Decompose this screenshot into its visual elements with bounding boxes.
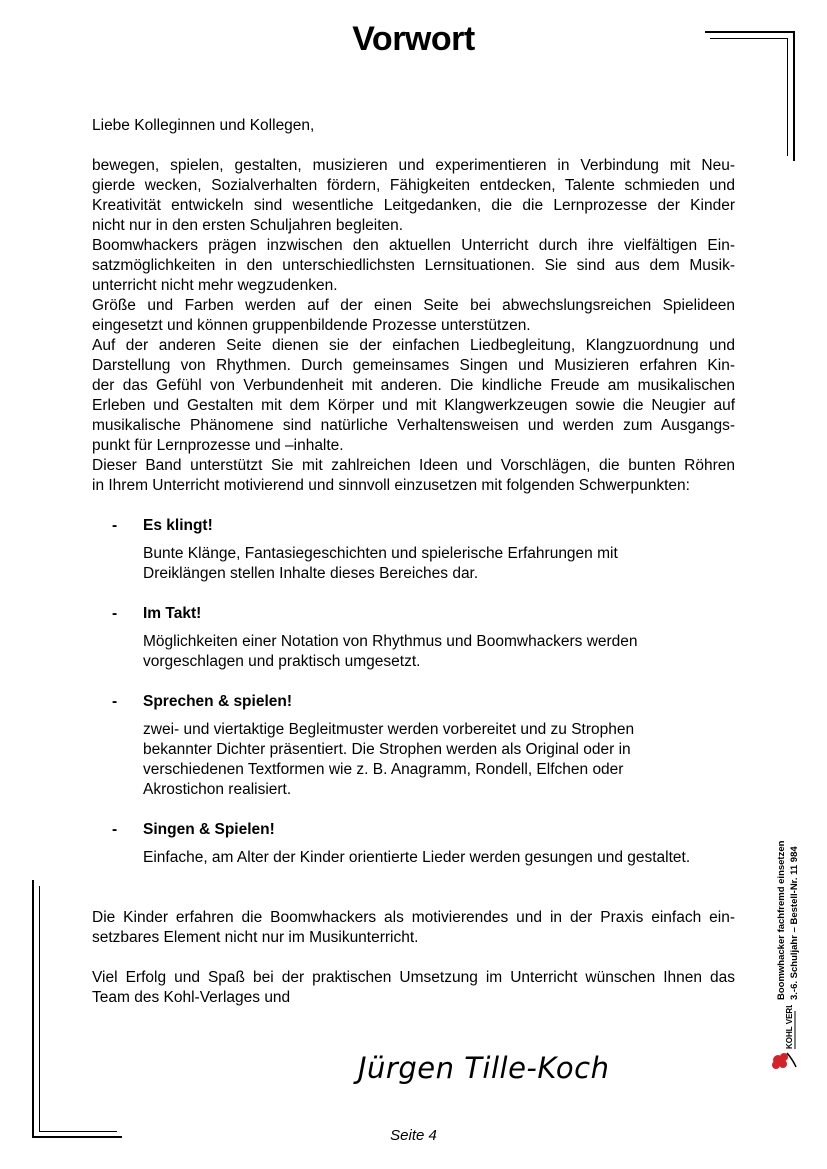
list-item-description xyxy=(143,544,735,584)
paragraph-line: eingesetzt und können gruppenbildende Prozesse unterstützen. xyxy=(92,317,531,334)
list-bullet: - xyxy=(112,821,118,838)
paragraph-line: bewegen, spielen, gestalten, musizieren und experimentieren in Verbindung mit Neu- xyxy=(92,157,735,174)
list-item-description xyxy=(143,720,735,800)
frame-bottom-left-v2 xyxy=(39,886,40,1132)
frame-bottom-left-v1 xyxy=(32,880,34,1138)
paragraph-line: in Ihrem Unterricht motivierend und sinnvoll einzusetzen mit folgenden Schwerpunkten: xyxy=(92,477,690,494)
closing-line: setzbares Element nicht nur im Musikunterricht. xyxy=(92,929,419,946)
list-item-line: Bunte Klänge, Fantasiegeschichten und spielerische Erfahrungen mit xyxy=(143,545,618,562)
paragraph-line: der das Gefühl von Verbundenheit mit anderen. Die kindliche Freude am musikalischen xyxy=(92,377,735,394)
list-item-line: verschiedenen Textformen wie z. B. Anagramm, Rondell, Elfchen oder xyxy=(143,761,624,778)
paragraph-line: punkt für Lernprozesse und –inhalte. xyxy=(92,437,344,454)
logo-text: KOHL VERLAG xyxy=(785,1005,794,1049)
closing-paragraphs xyxy=(92,908,735,1008)
paragraph-line: Kreativität entwickeln sind wesentliche Leitgedanken, die die Lernprozesse der Kinder xyxy=(92,197,735,214)
page-number: Seite 4 xyxy=(390,1127,437,1144)
list-item-description xyxy=(143,848,735,868)
paragraph-line: gierde wecken, Sozialverhalten fördern, Fähigkeiten entdecken, Talente schmieden und xyxy=(92,177,735,194)
frame-top-right-v2 xyxy=(787,38,788,156)
list-item-description xyxy=(143,632,735,672)
frame-bottom-left-h2 xyxy=(39,1131,117,1132)
kohl-logo-icon xyxy=(768,1005,800,1071)
closing-line: Die Kinder erfahren die Boomwhackers als motivierendes und in der Praxis einfach ein- xyxy=(92,909,735,926)
intro-paragraphs xyxy=(92,156,735,496)
side-label-title: Boomwhacker fachfremd einsetzen xyxy=(776,840,787,1000)
paragraph-line: satzmöglichkeiten in den unterschiedlichsten Lernsituationen. Sie sind aus dem Musik- xyxy=(92,257,735,274)
list-item-title: Im Takt! xyxy=(143,605,202,622)
paragraph-line: Größe und Farben werden auf der einen Seite bei abwechslungsreichen Spielideen xyxy=(92,297,735,314)
list-item-title: Es klingt! xyxy=(143,517,213,534)
frame-top-right-h2 xyxy=(710,38,788,39)
page-title: Vorwort xyxy=(352,20,475,58)
publisher-logo xyxy=(768,1005,800,1071)
closing-line: Team des Kohl-Verlages und xyxy=(92,989,291,1006)
frame-top-right-h1 xyxy=(705,31,795,33)
list-item-line: zwei- und viertaktige Begleitmuster werden vorbereitet und zu Strophen xyxy=(143,721,635,738)
closing-line: Viel Erfolg und Spaß bei der praktischen Umsetzung im Unterricht wünschen Ihnen das xyxy=(92,969,735,986)
closing-paragraph xyxy=(92,908,735,948)
list-item-line: Akrostichon realisiert. xyxy=(143,781,292,798)
list-item-title: Sprechen & spielen! xyxy=(143,693,293,710)
paragraph-line: Auf der anderen Seite dienen sie der einfachen Liedbegleitung, Klangzuordnung und xyxy=(92,337,735,354)
paragraph-line: Erleben und Gestalten mit dem Körper und mit Klangwerkzeugen sowie die Neugier auf xyxy=(92,397,735,414)
paragraph-line: musikalische Phänomene sind natürliche Verhaltensweisen und werden zum Ausgangs- xyxy=(92,417,735,434)
list-bullet: - xyxy=(112,605,118,622)
list-item-line: Dreiklängen stellen Inhalte dieses Bereiches dar. xyxy=(143,565,479,582)
paragraph-line: unterricht nicht mehr wegzudenken. xyxy=(92,277,338,294)
paragraph-line: Boomwhackers prägen inzwischen den aktuellen Unterricht durch ihre vielfältigen Ein- xyxy=(92,237,735,254)
greeting xyxy=(92,116,735,136)
greeting-text: Liebe Kolleginnen und Kollegen, xyxy=(92,117,315,134)
frame-bottom-left-h1 xyxy=(32,1136,122,1138)
side-label-order: 3.-6. Schuljahr – Bestell-Nr. 11 984 xyxy=(789,846,800,1000)
paragraph-line: Darstellung von Rhythmen. Durch gemeinsames Singen und Musizieren erfahren Kin- xyxy=(92,357,735,374)
list-item-title: Singen & Spielen! xyxy=(143,821,275,838)
closing-paragraph xyxy=(92,968,735,1008)
paragraph-line: Dieser Band unterstützt Sie mit zahlreichen Ideen und Vorschlägen, die bunten Röhren xyxy=(92,457,735,474)
list-item-line: Einfache, am Alter der Kinder orientierte Lieder werden gesungen und gestaltet. xyxy=(143,849,691,866)
side-label xyxy=(760,820,820,1020)
frame-top-right-v1 xyxy=(793,31,795,161)
list-item-line: bekannter Dichter präsentiert. Die Strophen werden als Original oder in xyxy=(143,741,631,758)
paragraph-line: nicht nur in den ersten Schuljahren begleiten. xyxy=(92,217,404,234)
list-bullet: - xyxy=(112,693,118,710)
signature: Jürgen Tille-Koch xyxy=(358,1051,610,1085)
list-bullet: - xyxy=(112,517,118,534)
list-item-line: vorgeschlagen und praktisch umgesetzt. xyxy=(143,653,421,670)
list-item-line: Möglichkeiten einer Notation von Rhythmus und Boomwhackers werden xyxy=(143,633,638,650)
